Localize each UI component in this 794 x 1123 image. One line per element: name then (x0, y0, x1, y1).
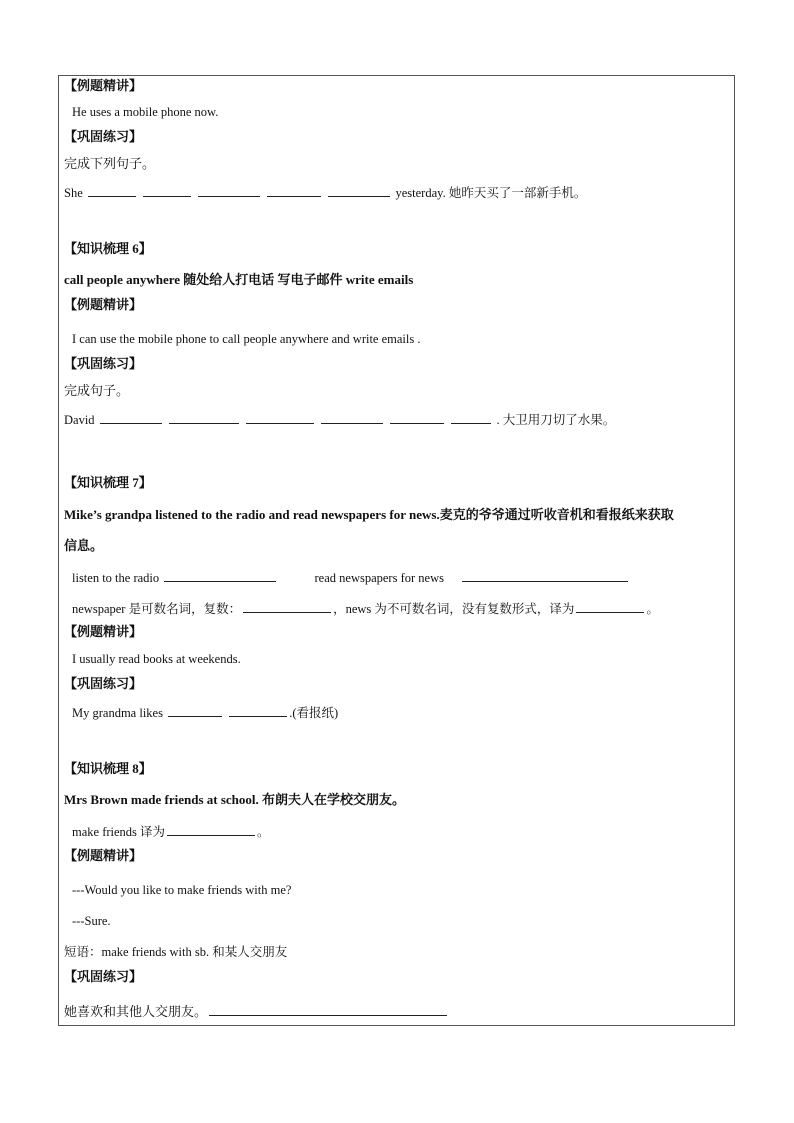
answer-blank[interactable] (576, 600, 644, 613)
phrase: make friends 译为 (72, 825, 166, 839)
practice-label: 【巩固练习】 (64, 356, 143, 371)
practice-instruction: 完成下列句子。 (64, 156, 156, 171)
answer-blank[interactable] (168, 704, 222, 717)
answer-blank[interactable] (229, 704, 287, 717)
example-sentence: He uses a mobile phone now. (72, 105, 219, 119)
example-sentence: I usually read books at weekends. (72, 652, 241, 666)
note-part3: 。 (646, 602, 659, 616)
answer-blank[interactable] (243, 600, 331, 613)
section-heading: 【知识梳理 7】 (64, 475, 152, 490)
answer-blank[interactable] (451, 411, 491, 424)
answer-blank[interactable] (88, 184, 136, 197)
practice-label: 【巩固练习】 (64, 676, 143, 691)
answer-blank[interactable] (328, 184, 390, 197)
answer-blank[interactable] (246, 411, 314, 424)
phrase-line: call people anywhere 随处给人打电话 写电子邮件 write emails (64, 272, 414, 287)
question-end: . 大卫用刀切了水果。 (496, 413, 616, 427)
fill-in-question (64, 1003, 449, 1020)
note-part2: ，news 为不可数名词，没有复数形式，译为 (333, 602, 575, 616)
answer-blank[interactable] (169, 411, 239, 424)
answer-blank[interactable] (100, 411, 162, 424)
answer-blank[interactable] (167, 823, 255, 836)
example-label: 【例题精讲】 (64, 297, 143, 312)
phrase-b: read newspapers for news (314, 571, 444, 585)
key-sentence-cont: 信息。 (64, 538, 104, 553)
practice-label: 【巩固练习】 (64, 969, 143, 984)
fill-in-question (72, 704, 338, 721)
section-heading: 【知识梳理 8】 (64, 761, 152, 776)
example-label: 【例题精讲】 (64, 78, 143, 93)
short-phrase-note: 短语：make friends with sb. 和某人交朋友 (64, 945, 288, 959)
key-sentence: Mrs Brown made friends at school. 布朗夫人在学校交朋友。 (64, 792, 406, 807)
answer-blank[interactable] (462, 569, 628, 582)
fill-in-question (64, 184, 586, 201)
answer-blank[interactable] (143, 184, 191, 197)
example-label: 【例题精讲】 (64, 848, 143, 863)
note-part1: newspaper 是可数名词，复数： (72, 602, 242, 616)
practice-label: 【巩固练习】 (64, 129, 143, 144)
answer-blank[interactable] (209, 1003, 447, 1016)
grammar-note (72, 600, 659, 617)
example-sentence: I can use the mobile phone to call people anywhere and write emails . (72, 332, 421, 346)
key-sentence: Mike’s grandpa listened to the radio and read newspapers for news.麦克的爷爷通过听收音机和看报纸来获取 (64, 507, 674, 522)
fill-in-question (64, 411, 615, 428)
section-heading: 【知识梳理 6】 (64, 241, 152, 256)
example-label: 【例题精讲】 (64, 624, 143, 639)
answer-blank[interactable] (321, 411, 383, 424)
question-start: David (64, 413, 95, 427)
answer-blank[interactable] (390, 411, 444, 424)
phrase-a: listen to the radio (72, 571, 160, 585)
dialog-answer: ---Sure. (72, 914, 111, 928)
dialog-question: ---Would you like to make friends with me? (72, 883, 292, 897)
practice-instruction: 完成句子。 (64, 383, 130, 398)
phrase-translation-row (72, 569, 630, 586)
question-start: 她喜欢和其他人交朋友。 (64, 1004, 208, 1019)
question-end: yesterday. 她昨天买了一部新手机。 (395, 186, 587, 200)
phrase-end: 。 (257, 825, 270, 839)
question-start: My grandma likes (72, 706, 163, 720)
answer-blank[interactable] (198, 184, 260, 197)
answer-blank[interactable] (267, 184, 321, 197)
phrase-translation-row (72, 823, 270, 840)
question-start: She (64, 186, 83, 200)
answer-blank[interactable] (164, 569, 276, 582)
question-end: .(看报纸) (289, 706, 339, 720)
